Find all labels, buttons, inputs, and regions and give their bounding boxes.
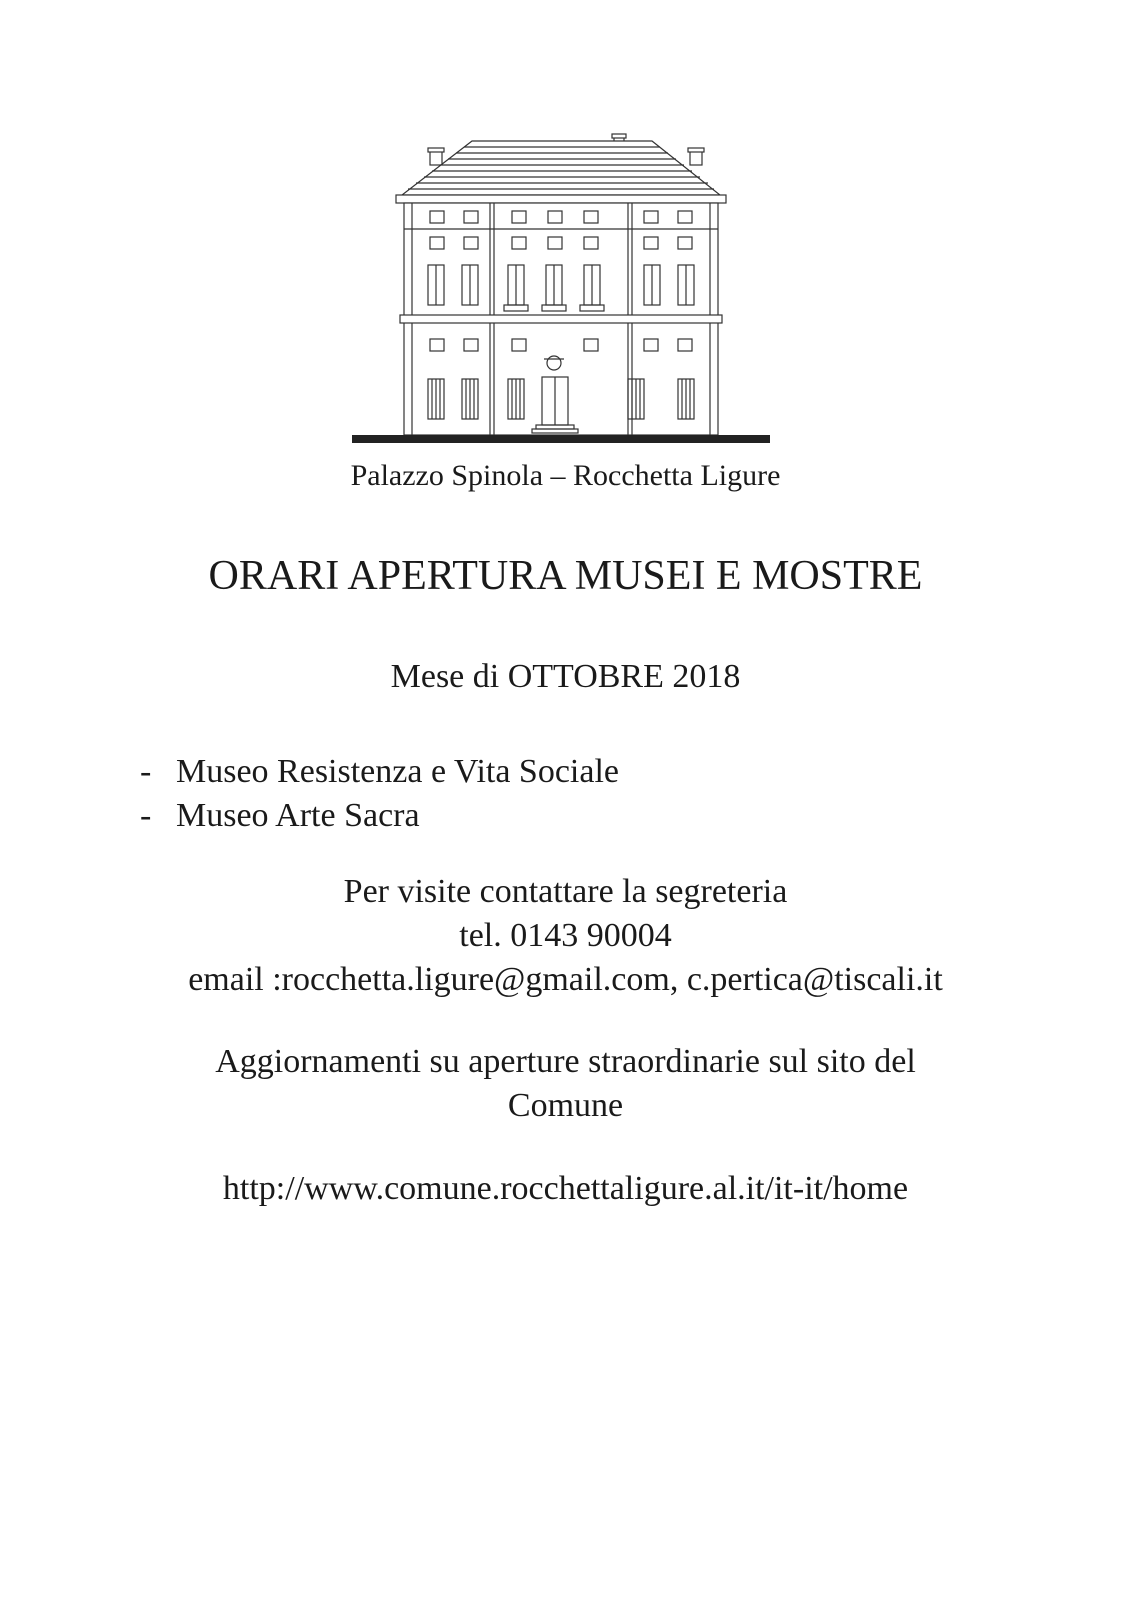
museum-name: Museo Arte Sacra (176, 797, 420, 834)
list-item (140, 794, 619, 838)
contact-block (0, 870, 1131, 1002)
contact-intro: Per visite contattare la segreteria (343, 873, 788, 910)
museum-list (140, 750, 619, 838)
month-heading: Mese di OTTOBRE 2018 (390, 658, 741, 695)
list-dash: - (140, 797, 152, 834)
updates-line: Aggiornamenti su aperture straordinarie sul sito del (215, 1043, 916, 1080)
updates-line: Comune (507, 1087, 624, 1124)
contact-email: email :rocchetta.ligure@gmail.com, c.pertica@tiscali.it (188, 961, 943, 998)
illustration-caption: Palazzo Spinola – Rocchetta Ligure (350, 459, 781, 492)
palazzo-illustration (352, 133, 770, 456)
list-dash: - (140, 753, 152, 790)
website-url: http://www.comune.rocchettaligure.al.it/it-it/home (222, 1170, 909, 1207)
page-title: ORARI APERTURA MUSEI E MOSTRE (208, 553, 923, 599)
updates-notice (0, 1040, 1131, 1128)
contact-phone: tel. 0143 90004 (459, 917, 672, 954)
museum-name: Museo Resistenza e Vita Sociale (176, 753, 619, 790)
list-item (140, 750, 619, 794)
